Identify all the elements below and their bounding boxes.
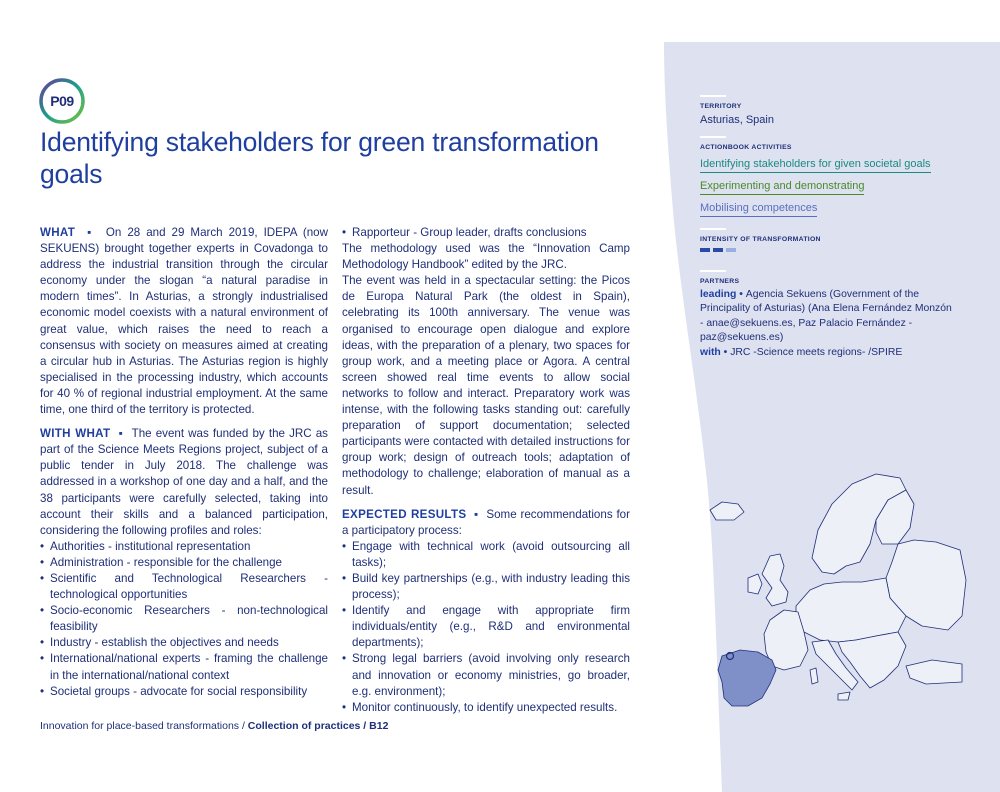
- leading-text: Agencia Sekuens (Government of the Principality of Asturias) (Ana Elena Fernández Monzón - anae@sekuens.es, Paz Palacio Fernández - paz@sekuens.es): [700, 288, 952, 343]
- with-what-text: The event was funded by the JRC as part of the Science Meets Regions project, subject of a public tender in July 2018. The challenge was addressed in a workshop of one day and a half, and the 38 participants were carefully selected, taking into account their skills and a balanced participation, considering the following profiles and roles:: [40, 427, 328, 537]
- roles-list: [40, 539, 328, 700]
- recommendations-list: [342, 539, 630, 716]
- list-item: • Build key partnerships (e.g., with industry leading this process);: [342, 571, 630, 603]
- partners-heading: PARTNERS: [700, 277, 740, 285]
- list-item: • Identify and engage with appropriate firm individuals/entity (e.g., R&D and environmental departments);: [342, 603, 630, 651]
- expected-results-text: Some recommendations for a participatory process:: [342, 507, 630, 537]
- with-label: with: [700, 346, 721, 358]
- list-item: • Rapporteur - Group leader, drafts conclusions: [342, 225, 630, 241]
- practice-code: P09: [50, 93, 74, 109]
- methodology-text: The methodology used was the “Innovation Camp Methodology Handbook” edited by the JRC.: [342, 242, 630, 272]
- map-region-sardinia: [810, 668, 818, 684]
- footer-publication: Innovation for place-based transformations /: [40, 720, 248, 732]
- list-item: • Engage with technical work (avoid outsourcing all tasks);: [342, 539, 630, 571]
- event-text: The event was held in a spectacular setting: the Picos de Europa Natural Park (the oldest in Spain), celebrating its 100th anniversary. The venue was organised to encourage open dialogue and explore ideas, with the preparation of a plenary, two spaces for group work, and a meeting place or Agora. A central screen showed real time events to allow social networks to follow and interact. Preparatory work was intense, with the following tasks standing out: carefully preparation of support documentation; selected participants were contacted with detailed instructions for group work; design of outreach tools; adaptation of methodology to challenge; elaboration of manual as a result.: [342, 274, 630, 497]
- partners-block: [700, 270, 958, 360]
- intensity-block: [700, 228, 960, 252]
- list-item: • Societal groups - advocate for social responsibility: [40, 684, 328, 700]
- intensity-heading: INTENSITY OF TRANSFORMATION: [700, 235, 821, 243]
- list-item: • Socio-economic Researchers - non-technological feasibility: [40, 603, 328, 635]
- list-item: • Scientific and Technological Researchers - technological opportunities: [40, 571, 328, 603]
- activity-link-experimenting[interactable]: Experimenting and demonstrating: [700, 179, 864, 195]
- map-region-sicily: [838, 692, 850, 700]
- page-title: Identifying stakeholders for green transformation goals: [40, 127, 599, 189]
- territory-value: Asturias, Spain: [700, 113, 774, 126]
- page-footer: [40, 720, 388, 732]
- divider: [700, 136, 726, 138]
- what-heading: WHAT: [40, 226, 76, 239]
- intensity-bar: [700, 248, 710, 252]
- activity-link-identifying[interactable]: Identifying stakeholders for given societal goals: [700, 157, 931, 173]
- territory-block: [700, 95, 960, 127]
- list-item: • Administration - responsible for the challenge: [40, 555, 328, 571]
- intensity-bar: [726, 248, 736, 252]
- intensity-bar: [713, 248, 723, 252]
- map-region-ireland: [748, 574, 762, 594]
- list-item: • Authorities - institutional representation: [40, 539, 328, 555]
- expected-results-heading: EXPECTED RESULTS: [342, 507, 467, 521]
- map-region-uk: [762, 554, 788, 606]
- partners-with: with • JRC -Science meets regions- /SPIRE: [700, 346, 903, 358]
- with-text: JRC -Science meets regions- /SPIRE: [730, 346, 903, 358]
- activities-block: [700, 136, 960, 220]
- map-region-turkey: [906, 660, 962, 684]
- divider: [700, 228, 726, 230]
- expected-results-section: EXPECTED RESULTS ▪ Some recommendations for a participatory process:: [342, 507, 630, 537]
- divider: [700, 270, 726, 272]
- intensity-indicator: [700, 248, 960, 252]
- column-right: [342, 225, 630, 716]
- activities-heading: ACTIONBOOK ACTIVITIES: [700, 143, 792, 151]
- map-region-iceland: [710, 502, 744, 520]
- footer-collection: Collection of practices / B12: [247, 720, 389, 732]
- what-text: On 28 and 29 March 2019, IDEPA (now SEKUENS) brought together experts in Covadonga to address the industrial transition through the circular economy under the slogan “a natural paradise in modern times”. In Asturias, a strongly industrialised economic model coexists with a natural environment of great value, which raises the need to reach a consensus with society on measures aimed at creating a circular hub in Asturias. The Asturias region is highly specialised in the processing industry, which accounts for 40 % of regional industrial employment. At the same time, one third of the territory is protected.: [40, 226, 328, 417]
- divider: [700, 95, 726, 97]
- activity-link-mobilising[interactable]: Mobilising competences: [700, 201, 817, 217]
- list-item: • Monitor continuously, to identify unexpected results.: [342, 700, 630, 716]
- territory-heading: TERRITORY: [700, 102, 742, 110]
- list-item: • Industry - establish the objectives and needs: [40, 635, 328, 651]
- partners-leading: leading • Agencia Sekuens (Government of the Principality of Asturias) (Ana Elena Fernández Monzón - anae@sekuens.es, Paz Palacio Fernández - paz@sekuens.es): [700, 288, 952, 343]
- leading-label: leading: [700, 288, 737, 300]
- with-what-section: WITH WHAT ▪ The event was funded by the JRC as part of the Science Meets Regions project, subject of a public tender in July 2018. The challenge was addressed in a workshop of one day and a half, and the 38 participants were carefully selected, taking into account their skills and a balanced participation, considering the following profiles and roles:: [40, 427, 328, 537]
- with-what-heading: WITH WHAT: [40, 427, 111, 441]
- roles-list-continued: [342, 225, 630, 241]
- what-section: WHAT ▪ On 28 and 29 March 2019, IDEPA (now SEKUENS) brought together experts in Covadonga to address the industrial transition through the circular economy under the slogan “a natural paradise in modern times”. In Asturias, a strongly industrialised economic model coexists with a natural environment of great value, which raises the need to reach a consensus with society on measures aimed at creating a circular hub in Asturias. The Asturias region is highly specialised in the processing industry, which accounts for 40 % of regional industrial employment. At the same time, one third of the territory is protected.: [40, 226, 328, 417]
- column-left: [40, 225, 328, 700]
- list-item: • Strong legal barriers (avoid involving only research and innovation or economy ministries, go broader, e.g. environment);: [342, 651, 630, 699]
- list-item: • International/national experts - framing the challenge in the international/national context: [40, 651, 328, 683]
- europe-map: [700, 470, 968, 730]
